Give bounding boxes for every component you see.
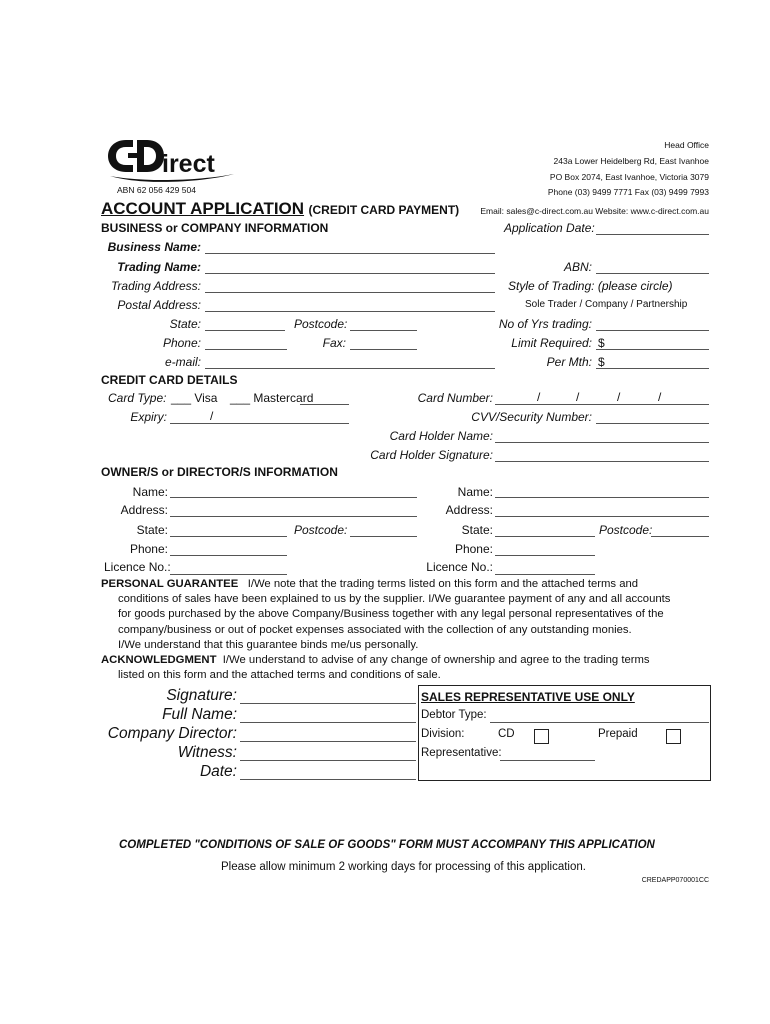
card-number-label: Card Number: <box>417 391 493 405</box>
owner1-postcode-field[interactable] <box>350 536 417 537</box>
title-sub: (CREDIT CARD PAYMENT) <box>308 203 460 217</box>
guarantee-line: for goods purchased by the above Company/Business together with any legal personal representatives of the <box>118 608 664 621</box>
cd-checkbox[interactable] <box>534 729 549 744</box>
date-field[interactable] <box>240 779 416 780</box>
witness-label: Witness: <box>177 744 237 761</box>
abn-label: ABN: <box>563 260 592 274</box>
owner2-postcode-field[interactable] <box>651 536 709 537</box>
prepaid-checkbox[interactable] <box>666 729 681 744</box>
expiry-label: Expiry: <box>130 410 167 424</box>
expiry-field[interactable] <box>170 423 349 424</box>
card-slash: / <box>658 390 662 404</box>
fax-label: Fax: <box>322 336 346 350</box>
owner1-postcode-label: Postcode: <box>294 523 348 537</box>
postcode-label: Postcode: <box>294 317 348 331</box>
cvv-label: CVV/Security Number: <box>471 410 592 424</box>
owner2-name-label: Name: <box>457 485 493 499</box>
card-holder-signature-label: Card Holder Signature: <box>370 448 493 462</box>
email-website: Email: sales@c-direct.com.au Website: www.c-direct.com.au <box>480 206 709 216</box>
credit-card-heading: CREDIT CARD DETAILS <box>101 373 238 387</box>
trading-name-label: Trading Name: <box>117 260 201 274</box>
guarantee-line: I/We note that the trading terms listed on this form and the attached terms and <box>247 578 639 590</box>
years-trading-field[interactable] <box>596 330 709 331</box>
mastercard-option[interactable]: ___ Mastercard <box>230 391 314 405</box>
c-direct-logo-graphic <box>104 134 238 184</box>
owner1-name-label: Name: <box>132 485 168 499</box>
guarantee-line: company/business or out of pocket expenses associated with the collection of any outstanding monies. <box>118 623 632 636</box>
phone-field[interactable] <box>205 349 287 350</box>
office-address <box>548 138 709 201</box>
business-name-label: Business Name: <box>107 240 201 254</box>
owner2-phone-label: Phone: <box>454 542 493 556</box>
office-line: Head Office <box>664 140 709 150</box>
owner2-state-label: State: <box>461 523 493 537</box>
division-label: Division: <box>421 728 465 740</box>
representative-label: Representative: <box>421 747 502 759</box>
style-of-trading-label: Style of Trading: (please circle) <box>508 279 673 293</box>
owner1-state-label: State: <box>136 523 168 537</box>
abn-number: ABN 62 056 429 504 <box>117 185 196 195</box>
card-type-label: Card Type: <box>108 391 167 405</box>
owner1-licence-label: Licence No.: <box>104 560 171 574</box>
owner2-licence-label: Licence No.: <box>426 560 493 574</box>
trading-name-field[interactable] <box>205 273 495 274</box>
state-field[interactable] <box>205 330 285 331</box>
owner1-phone-field[interactable] <box>170 555 287 556</box>
owner2-address-field[interactable] <box>495 516 709 517</box>
business-section-heading: BUSINESS or COMPANY INFORMATION <box>101 221 329 235</box>
signature-label: Signature: <box>166 687 237 704</box>
representative-field[interactable] <box>500 760 595 761</box>
owner2-name-field[interactable] <box>495 497 709 498</box>
guarantee-label: PERSONAL GUARANTEE <box>101 578 239 590</box>
owner2-licence-field[interactable] <box>495 574 595 575</box>
company-director-field[interactable] <box>240 741 416 742</box>
company-director-label: Company Director: <box>107 725 237 742</box>
prepaid-label: Prepaid <box>598 728 638 740</box>
personal-guarantee <box>101 577 670 683</box>
owner1-address-field[interactable] <box>170 516 417 517</box>
trading-address-label: Trading Address: <box>110 279 201 293</box>
owner2-state-field[interactable] <box>495 536 595 537</box>
card-slash: / <box>576 390 580 404</box>
debtor-type-field[interactable] <box>490 722 709 723</box>
card-holder-name-field[interactable] <box>495 442 709 443</box>
witness-field[interactable] <box>240 760 416 761</box>
acknowledgment-line: I/We understand to advise of any change of ownership and agree to the trading terms <box>222 654 650 667</box>
limit-required-label: Limit Required: <box>511 336 592 350</box>
abn-field[interactable] <box>596 273 709 274</box>
date-label: Date: <box>199 763 237 780</box>
owner1-name-field[interactable] <box>170 497 417 498</box>
acknowledgment-label: ACKNOWLEDGMENT <box>101 654 217 667</box>
form-code: CREDAPP070001CC <box>641 877 709 884</box>
dollar-sign: $ <box>598 336 605 350</box>
dollar-sign: $ <box>598 355 605 369</box>
card-slash: / <box>537 390 541 404</box>
card-holder-signature-field[interactable] <box>495 461 709 462</box>
processing-notice: Please allow minimum 2 working days for processing of this application. <box>221 861 586 873</box>
svg-text:irect: irect <box>162 150 215 178</box>
card-holder-name-label: Card Holder Name: <box>389 429 493 443</box>
owner1-licence-field[interactable] <box>170 574 287 575</box>
postal-address-field[interactable] <box>205 311 495 312</box>
guarantee-line: I/We understand that this guarantee binds me/us personally. <box>118 638 419 651</box>
full-name-label: Full Name: <box>162 706 237 723</box>
signature-field[interactable] <box>240 703 416 704</box>
limit-required-field[interactable] <box>596 349 709 350</box>
conditions-notice: COMPLETED "CONDITIONS OF SALE OF GOODS" FORM MUST ACCOMPANY THIS APPLICATION <box>119 839 655 851</box>
guarantee-line: conditions of sales have been explained to us by the supplier. I/We guarantee payment of any and all accounts <box>118 593 671 606</box>
card-slash: / <box>617 390 621 404</box>
sales-rep-heading: SALES REPRESENTATIVE USE ONLY <box>421 690 635 704</box>
postcode-field[interactable] <box>350 330 417 331</box>
debtor-type-label: Debtor Type: <box>421 709 487 721</box>
owner1-phone-label: Phone: <box>129 542 168 556</box>
phone-label: Phone: <box>162 336 201 350</box>
owner1-state-field[interactable] <box>170 536 287 537</box>
state-label: State: <box>169 317 201 331</box>
visa-option[interactable]: ___ Visa <box>171 391 218 405</box>
cvv-field[interactable] <box>596 423 709 424</box>
business-name-field[interactable] <box>205 253 495 254</box>
email-label: e-mail: <box>164 355 201 369</box>
expiry-slash: / <box>210 409 214 423</box>
full-name-field[interactable] <box>240 722 416 723</box>
years-trading-label: No of Yrs trading: <box>498 317 592 331</box>
title-main: ACCOUNT APPLICATION <box>101 199 305 218</box>
per-month-field[interactable] <box>596 368 709 369</box>
owners-heading: OWNER/S or DIRECTOR/S INFORMATION <box>101 465 338 479</box>
style-options[interactable]: Sole Trader / Company / Partnership <box>525 299 688 310</box>
postal-address-label: Postal Address: <box>117 298 201 312</box>
application-date-field[interactable] <box>596 234 709 235</box>
fax-field[interactable] <box>350 349 417 350</box>
trading-address-field[interactable] <box>205 292 495 293</box>
owner2-phone-field[interactable] <box>495 555 595 556</box>
cd-label: CD <box>498 728 515 740</box>
owner2-address-label: Address: <box>445 503 493 517</box>
company-logo <box>104 134 238 184</box>
acknowledgment-line: listed on this form and the attached terms and conditions of sale. <box>118 669 441 682</box>
per-month-label: Per Mth: <box>546 355 592 369</box>
office-line: 243a Lower Heidelberg Rd, East Ivanhoe <box>553 155 709 166</box>
owner2-postcode-label: Postcode: <box>599 523 653 537</box>
owner1-address-label: Address: <box>120 503 168 517</box>
page-title <box>101 199 459 219</box>
card-number-field[interactable] <box>495 404 709 405</box>
card-type-underline <box>300 404 349 405</box>
office-line: PO Box 2074, East Ivanhoe, Victoria 3079 <box>549 171 709 182</box>
application-date-label: Application Date: <box>504 221 595 235</box>
email-field[interactable] <box>205 368 495 369</box>
office-line: Phone (03) 9499 7771 Fax (03) 9499 7993 <box>547 187 709 198</box>
